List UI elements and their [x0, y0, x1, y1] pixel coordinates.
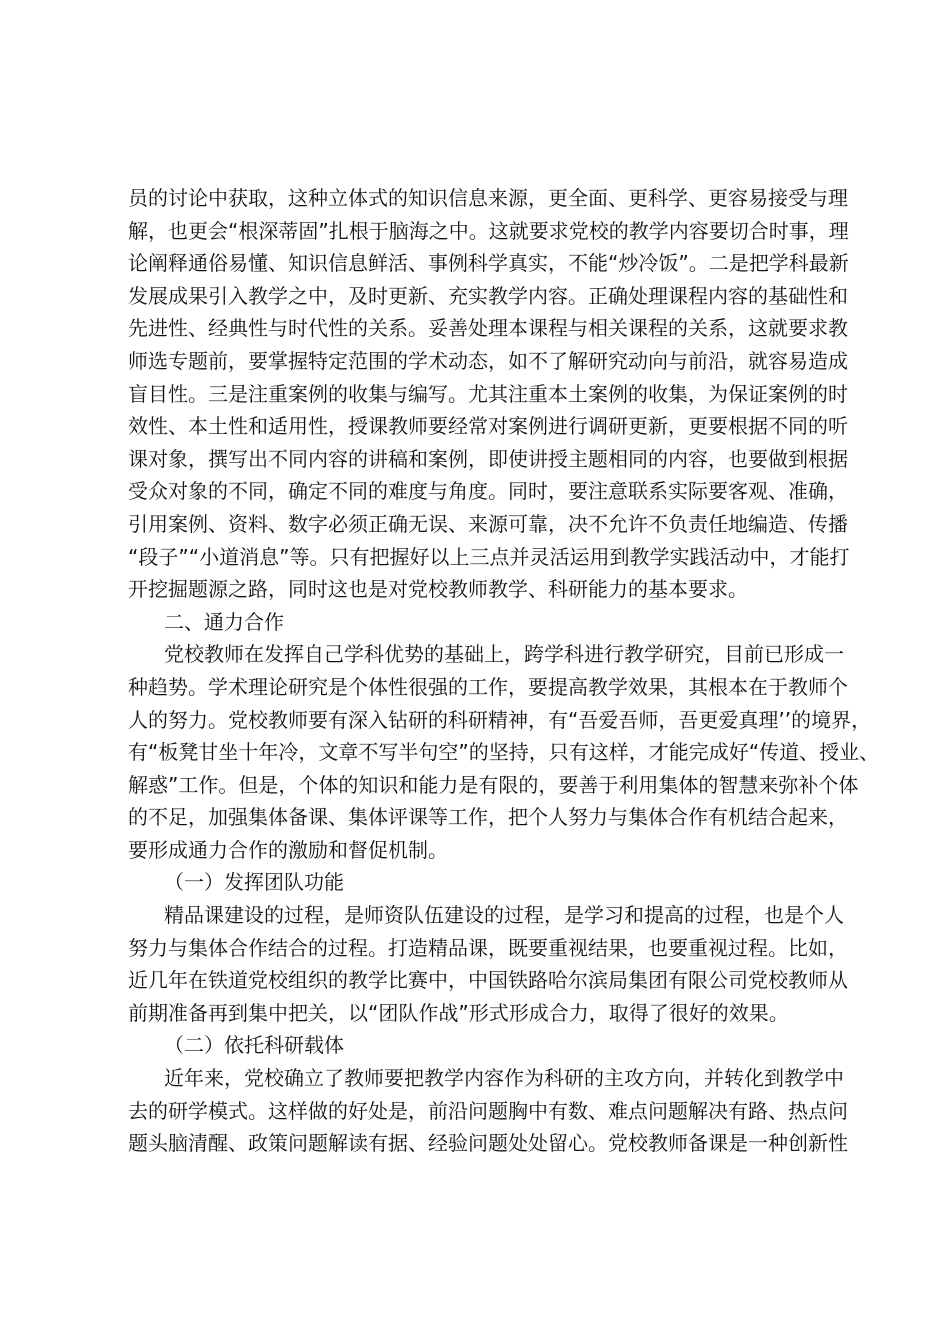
paragraph-line: 论阐释通俗易懂、知识信息鲜活、事例科学真实，不能“炒冷饭”。二是把学科最新	[128, 251, 849, 276]
paragraph-line: 发展成果引入教学之中，及时更新、充实教学内容。正确处理课程内容的基础性和	[128, 283, 848, 308]
paragraph-line: “段子”“小道消息”等。只有把握好以上三点并灵活运用到教学实践活动中，才能打	[128, 544, 850, 569]
document-body	[128, 182, 880, 1160]
subsection-heading: （一）发挥团队功能	[164, 870, 344, 895]
paragraph-line: 员的讨论中获取，这种立体式的知识信息来源，更全面、更科学、更容易接受与理	[128, 186, 848, 210]
paragraph-line: 去的研学模式。这样做的好处是，前沿问题胸中有数、难点问题解决有路、热点问	[128, 1098, 848, 1123]
subsection-heading: （二）依托科研载体	[164, 1033, 344, 1058]
paragraph-line: 的不足，加强集体备课、集体评课等工作，把个人努力与集体合作有机结合起来，	[128, 805, 848, 830]
paragraph-line: 引用案例、资料、数字必须正确无误、来源可靠，决不允许不负责任地编造、传播	[128, 511, 848, 536]
paragraph-line: 近几年在铁道党校组织的教学比赛中，中国铁路哈尔滨局集团有限公司党校教师从	[128, 968, 848, 993]
paragraph-line: 题头脑清醒、政策问题解读有据、经验问题处处留心。党校教师备课是一种创新性	[128, 1131, 848, 1156]
paragraph-line: 前期准备再到集中把关，以“团队作战”形式形成合力，取得了很好的效果。	[128, 1000, 789, 1025]
paragraph-line: 精品课建设的过程，是师资队伍建设的过程，是学习和提高的过程，也是个人	[164, 903, 844, 928]
paragraph-line: 效性、本土性和适用性，授课教师要经常对案例进行调研更新，更要根据不同的听	[128, 414, 848, 439]
paragraph-line: 人的努力。党校教师要有深入钻研的科研精神，有“吾爱吾师，吾更爱真理’’的境界，	[128, 707, 872, 732]
paragraph-line: 有“板凳甘坐十年冷，文章不写半句空”的坚持，只有这样，才能完成好“传道、授业、	[128, 740, 880, 765]
paragraph-line: 先进性、经典性与时代性的关系。妥善处理本课程与相关课程的关系，这就要求教	[128, 316, 848, 341]
paragraph-line: 解，也更会“根深蒂固”扎根于脑海之中。这就要求党校的教学内容要切合时事，理	[128, 218, 849, 243]
paragraph-line: 解惑”工作。但是，个体的知识和能力是有限的，要善于利用集体的智慧来弥补个体	[128, 772, 859, 797]
paragraph-line: 近年来，党校确立了教师要把教学内容作为科研的主攻方向，并转化到教学中	[164, 1066, 844, 1091]
paragraph-line: 课对象，撰写出不同内容的讲稿和案例，即使讲授主题相同的内容，也要做到根据	[128, 446, 848, 471]
paragraph-line: 要形成通力合作的激励和督促机制。	[128, 837, 448, 862]
section-heading: 二、通力合作	[164, 609, 284, 634]
paragraph-line: 种趋势。学术理论研究是个体性很强的工作，要提高教学效果，其根本在于教师个	[128, 674, 848, 699]
paragraph-line: 受众对象的不同，确定不同的难度与角度。同时，要注意联系实际要客观、准确，	[128, 479, 848, 504]
paragraph-line: 师选专题前，要掌握特定范围的学术动态，如不了解研究动向与前沿，就容易造成	[128, 348, 848, 373]
paragraph-line: 党校教师在发挥自己学科优势的基础上，跨学科进行教学研究，目前已形成一	[164, 642, 844, 667]
paragraph-line: 努力与集体合作结合的过程。打造精品课，既要重视结果，也要重视过程。比如，	[128, 935, 848, 960]
paragraph-line: 盲目性。三是注重案例的收集与编写。尤其注重本土案例的收集，为保证案例的时	[128, 381, 848, 406]
paragraph-line: 开挖掘题源之路，同时这也是对党校教师教学、科研能力的基本要求。	[128, 577, 748, 602]
